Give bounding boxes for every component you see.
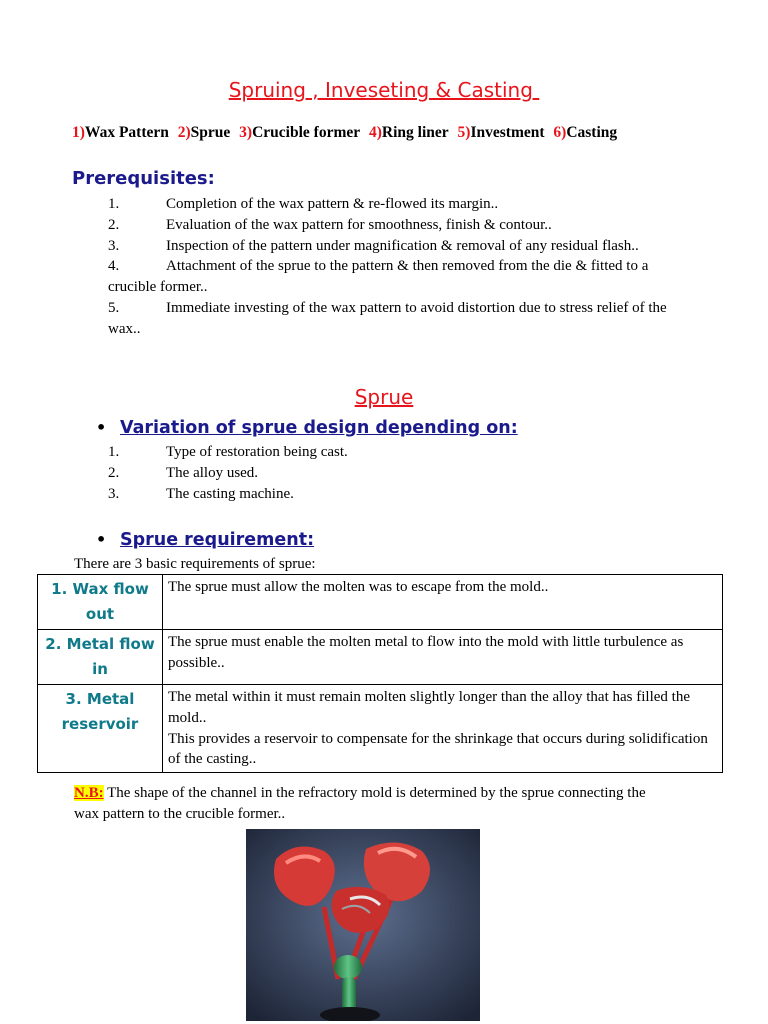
step-2: 2)Sprue	[177, 124, 231, 141]
list-item: 2. Evaluation of the wax pattern for smoothness, finish & contour..	[108, 216, 552, 233]
list-item: 3. Inspection of the pattern under magnification & removal of any residual flash..	[108, 237, 639, 254]
step-3: 3)Crucible former	[239, 124, 361, 141]
prerequisites-list	[108, 194, 698, 340]
table-row: 3. Metal reservoir The metal within it must remain molten slightly longer than the alloy that has filled the mold.. This provides a reservoir to compensate for the shrinkage that occurs during solidification of the casting..	[38, 685, 723, 773]
list-item: 1. Completion of the wax pattern & re-flowed its margin..	[108, 196, 499, 212]
bullet-icon: •	[96, 530, 107, 549]
step-1: 1)Wax Pattern	[72, 124, 169, 141]
process-steps	[72, 124, 622, 142]
step-6: 6)Casting	[553, 124, 618, 141]
page-title: Spruing , Inveseting & Casting	[228, 78, 540, 102]
requirement-heading: • Sprue requirement:	[96, 530, 315, 550]
requirement-intro: There are 3 basic requirements of sprue:	[74, 556, 316, 572]
step-5: 5)Investment	[457, 124, 545, 141]
requirements-table	[37, 574, 723, 773]
list-item: 3. The casting machine.	[108, 485, 294, 502]
list-item: 1. Type of restoration being cast.	[108, 444, 348, 460]
list-item: 2. The alloy used.	[108, 464, 259, 481]
table-row: 2. Metal flow in The sprue must enable the molten metal to flow into the mold with little turbulence as possible..	[38, 630, 723, 685]
sprued-wax-pattern-photo	[246, 829, 480, 1021]
variation-heading: • Variation of sprue design depending on:	[96, 418, 518, 438]
step-4: 4)Ring liner	[369, 124, 449, 141]
table-row: 1. Wax flow out The sprue must allow the molten was to escape from the mold..	[38, 575, 723, 630]
sprue-heading: Sprue	[354, 385, 414, 409]
list-item: 5. Immediate investing of the wax pattern to avoid distortion due to stress relief of the wax..	[108, 299, 667, 337]
variation-list	[108, 442, 698, 504]
list-item: 4. Attachment of the sprue to the pattern & then removed from the die & fitted to a crucible former..	[108, 258, 649, 296]
prerequisites-heading: Prerequisites:	[72, 168, 215, 189]
nb-note: N.B: The shape of the channel in the refractory mold is determined by the sprue connecting the wax pattern to the crucible former..	[74, 785, 646, 822]
bullet-icon: •	[96, 418, 107, 437]
